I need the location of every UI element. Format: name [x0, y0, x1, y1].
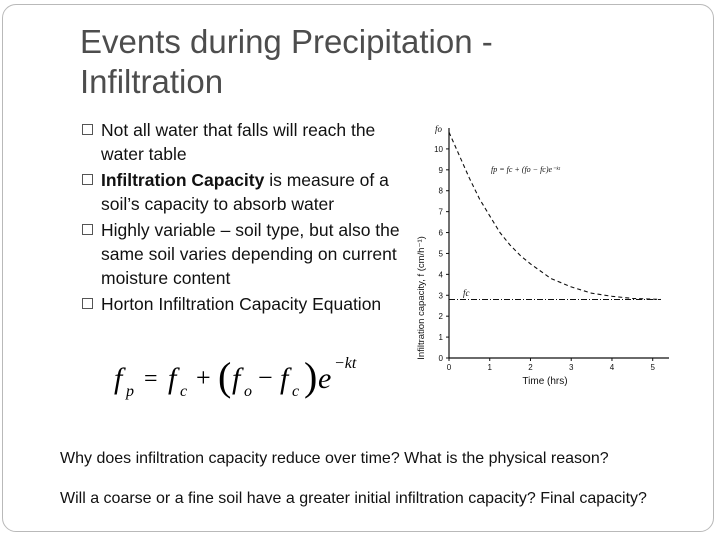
bullet-item — [82, 168, 412, 216]
bullet-text: Not all water that falls will reach the water table — [101, 120, 376, 164]
eq-lhs-sub: p — [126, 383, 134, 400]
bullet-text: is measure of a soil’s capacity to absorb water — [101, 170, 389, 214]
bullet-item — [82, 118, 412, 166]
y-tick-label: 0 — [438, 354, 443, 363]
x-axis-label: Time (hrs) — [522, 376, 568, 387]
y-axis-label: Infiltration capacity, f (cm/h⁻¹) — [416, 236, 427, 360]
checkbox-bullet-icon — [82, 224, 93, 235]
bullet-list — [82, 118, 412, 318]
eq-e: e — [318, 362, 332, 395]
fo-label: fo — [435, 124, 443, 134]
horton-equation — [112, 348, 362, 408]
y-tick-label: 4 — [438, 270, 443, 280]
eq-exponent: −kt — [334, 355, 357, 372]
x-tick-label: 4 — [609, 363, 615, 372]
title-line-1: Events during Precipitation - — [80, 23, 493, 60]
y-tick-label: 3 — [438, 291, 443, 301]
checkbox-bullet-icon — [82, 298, 93, 309]
eq-lhs: f — [114, 362, 123, 395]
checkbox-bullet-icon — [82, 124, 93, 135]
question-1: Why does infiltration capacity reduce over time? What is the physical reason? — [60, 450, 609, 467]
eq-f1: f — [168, 362, 177, 395]
x-tick-label: 0 — [446, 363, 452, 372]
eq-f2: f — [232, 362, 241, 395]
x-tick-label: 5 — [650, 363, 655, 372]
eq-minus: − — [258, 363, 273, 392]
eq-equals: = — [144, 366, 158, 392]
eq-lparen: ( — [218, 354, 232, 399]
bullet-item — [82, 218, 412, 290]
infiltration-chart — [413, 118, 685, 396]
eq-rparen: ) — [304, 354, 318, 399]
eq-plus: + — [196, 363, 211, 392]
y-tick-label: 9 — [438, 165, 443, 175]
y-tick-label: 10 — [434, 144, 443, 154]
bullet-text: Highly variable – soil type, but also the same soil varies depending on current moisture content — [101, 220, 400, 288]
y-tick-label: 1 — [438, 333, 443, 343]
title-line-2: Infiltration — [80, 63, 224, 100]
question-2: Will a coarse or a fine soil have a greater initial infiltration capacity? Final capacity? — [60, 490, 647, 507]
y-tick-label: 7 — [438, 207, 443, 217]
eq-f1-sub: c — [180, 383, 188, 400]
y-tick-label: 2 — [438, 312, 443, 322]
y-tick-label: 5 — [438, 249, 443, 259]
x-tick-label: 3 — [568, 363, 574, 372]
bullet-text: Horton Infiltration Capacity Equation — [101, 294, 382, 314]
eq-f3: f — [280, 362, 289, 395]
x-tick-label: 2 — [528, 363, 533, 372]
bullet-item — [82, 292, 412, 316]
x-tick-label: 1 — [487, 363, 492, 372]
checkbox-bullet-icon — [82, 174, 93, 185]
eq-f3-sub: c — [292, 383, 300, 400]
y-tick-label: 6 — [438, 228, 443, 238]
bullet-bold-term: Infiltration Capacity — [101, 170, 265, 190]
y-tick-label: 8 — [438, 186, 443, 196]
series-line-0 — [449, 132, 661, 299]
eq-f2-sub: o — [244, 383, 252, 400]
curve-equation-label: fp = fc + (fo − fc)e⁻ᵏᵗ — [491, 165, 560, 174]
slide-title — [80, 22, 600, 102]
fc-label: fc — [463, 288, 470, 298]
